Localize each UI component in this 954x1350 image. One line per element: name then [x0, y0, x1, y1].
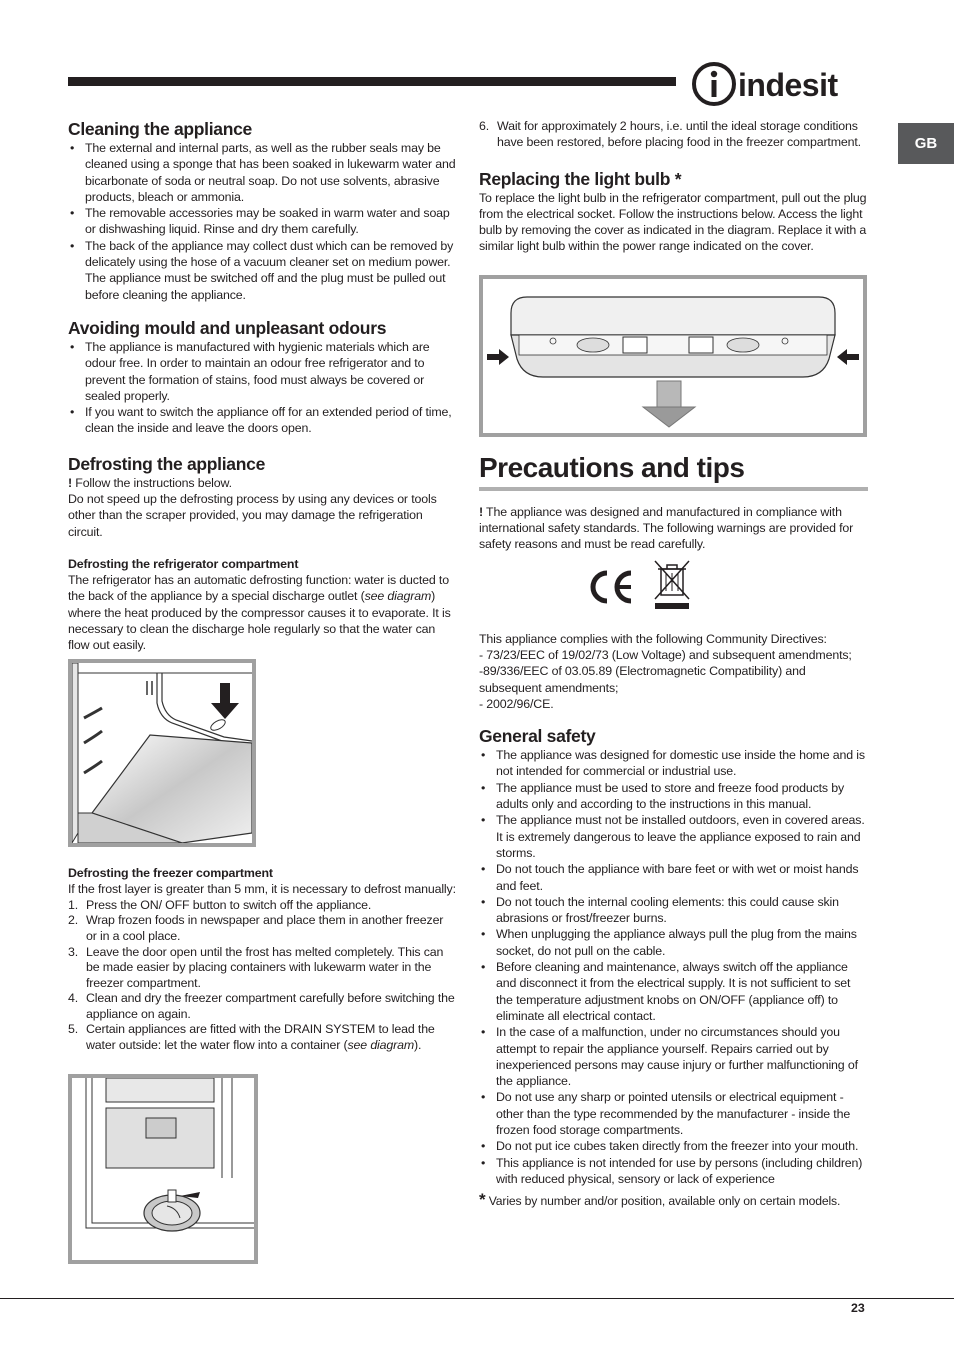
list-item: • If you want to switch the appliance off for an extended period of time, clean the inside and leave the doors open.	[68, 404, 456, 437]
freezer-defrost-steps	[68, 898, 456, 1054]
cleaning-heading: Cleaning the appliance	[68, 119, 252, 139]
general-safety-heading: General safety	[479, 726, 596, 747]
brand-wordmark: indesit	[738, 67, 838, 103]
list-item: 5. Certain appliances are fitted with the DRAIN SYSTEM to lead the water outside: let the water flow into a container (see diagram).	[68, 1022, 435, 1053]
indesit-logo	[692, 60, 867, 108]
list-item: • Do not use any sharp or pointed utensils or electrical equipment - other than the type recommended by the manufacturer - inside the frozen food storage compartments.	[479, 1089, 869, 1138]
list-item: • Before cleaning and maintenance, always switch off the appliance and disconnect it from the electrical supply. It is not sufficient to set the temperature adjustment knobs on ON/OFF (appliance off) to eliminate all electrical contact.	[479, 959, 869, 1024]
footnote: * Varies by number and/or position, available only on certain models.	[479, 1190, 841, 1210]
list-item: • The appliance must be used to store and freeze food products by adults only and according to the instructions in this manual.	[479, 780, 869, 813]
directive-line: - 2002/96/CE.	[479, 696, 554, 711]
list-item: • Do not put ice cubes taken directly from the freezer into your mouth.	[479, 1138, 869, 1154]
directive-line: This appliance complies with the following Community Directives:	[479, 631, 827, 646]
language-tab: GB	[898, 123, 954, 164]
list-item: • The appliance was designed for domestic use inside the home and is not intended for commercial or industrial use.	[479, 747, 869, 780]
mould-list	[68, 339, 456, 437]
fridge-defrost-heading: Defrosting the refrigerator compartment	[68, 556, 299, 571]
list-item: • When unplugging the appliance always pull the plug from the mains socket, do not pull on the cable.	[479, 926, 869, 959]
defrost-text: Do not speed up the defrosting process by using any devices or tools other than the scraper provided, you may damage the refrigeration circuit.	[68, 492, 437, 539]
light-bulb-diagram	[479, 275, 867, 437]
directive-line: - 73/23/EEC of 19/02/73 (Low Voltage) and subsequent amendments;	[479, 647, 852, 662]
list-item: • This appliance is not intended for use by persons (including children) with reduced physical, sensory or lack of experience	[479, 1155, 869, 1188]
list-item: • The external and internal parts, as well as the rubber seals may be cleaned using a sponge that has been soaked in lukewarm water and bicarbonate of soda or neutral soap. Do not use solvents, abrasive products, bleach or ammonia.	[68, 140, 456, 205]
list-item: • The removable accessories may be soaked in warm water and soap or dishwashing liquid. Rinse and dry them carefully.	[68, 205, 456, 238]
list-item: 1. Press the ON/ OFF button to switch off the appliance.	[68, 897, 372, 912]
fridge-interior-illustration	[72, 663, 252, 843]
header-rule	[68, 77, 676, 86]
precautions-title: Precautions and tips	[479, 451, 745, 483]
ce-mark-icon	[587, 567, 637, 607]
precautions-intro: ! The appliance was designed and manufactured in compliance with international safety standards. The following warnings are provided for safety reasons and must be read carefully.	[479, 504, 854, 552]
warning-mark: !	[479, 504, 483, 519]
left-column	[68, 118, 456, 1264]
mould-heading: Avoiding mould and unpleasant odours	[68, 317, 387, 338]
list-item: 6. Wait for approximately 2 hours, i.e. until the ideal storage conditions have been restored, before placing food in the freezer compartment.	[479, 119, 861, 150]
freezer-defrost-heading: Defrosting the freezer compartment	[68, 866, 273, 881]
fridge-drain-diagram	[68, 659, 256, 847]
right-column	[479, 118, 869, 1209]
list-item: 2. Wrap frozen foods in newspaper and place them in another freezer or in a cool place.	[68, 913, 444, 943]
list-item: • Do not touch the internal cooling elements: this could cause skin abrasions or frost/freezer burns.	[479, 894, 869, 927]
general-safety-list	[479, 747, 869, 1187]
title-underline	[479, 487, 868, 491]
warning-mark: !	[68, 475, 72, 490]
footnote-mark: *	[479, 1190, 486, 1210]
bulb-text: To replace the light bulb in the refrigerator compartment, pull out the plug from the electrical socket. Follow the instructions below. Access the light bulb by removing the cover as indicated in the diagram. Replace it with a similar light bulb within the power range indicated on the cover.	[479, 190, 867, 254]
freezer-drain-illustration	[72, 1078, 254, 1260]
list-item: • The back of the appliance may collect dust which can be removed by delicately using the hose of a vacuum cleaner set on medium power. The appliance must be switched off and the plug must be pulled out before cleaning the appliance.	[68, 238, 456, 303]
light-cover-illustration	[483, 279, 863, 433]
directive-line: -89/336/EEC of 03.05.89 (Electromagnetic Compatibility) and subsequent amendments;	[479, 664, 806, 695]
freezer-defrost-steps-continued	[479, 118, 869, 151]
fridge-defrost-text: The refrigerator has an automatic defrosting function: water is ducted to the back of the appliance by a special discharge outlet (see diagram) where the heat produced by the compressor causes it to evaporate. It is necessary to clean the discharge hole regularly so that the water can flow out easily.	[68, 572, 451, 653]
page-number: 23	[851, 1301, 865, 1315]
list-item: 3. Leave the door open until the frost has melted completely. This can be made easier by placing containers with lukewarm water in the freezer compartment.	[68, 944, 444, 990]
list-item: 4. Clean and dry the freezer compartment carefully before switching the appliance on again.	[68, 991, 455, 1021]
directives-block	[479, 631, 869, 712]
compliance-marks	[479, 553, 869, 631]
cleaning-list	[68, 140, 456, 303]
list-item: • Do not touch the appliance with bare feet or with wet or moist hands and feet.	[479, 861, 869, 894]
freezer-defrost-intro: If the frost layer is greater than 5 mm, it is necessary to defrost manually:	[68, 882, 456, 897]
defrost-note: ! Follow the instructions below.	[68, 475, 232, 490]
defrost-heading: Defrosting the appliance	[68, 453, 265, 474]
list-item: • In the case of a malfunction, under no circumstances should you attempt to repair the appliance yourself. Repairs carried out by inexperienced persons may cause injury or further malfunctioning of the appliance.	[479, 1024, 869, 1089]
freezer-drain-diagram	[68, 1074, 258, 1264]
weee-bin-icon	[653, 559, 691, 611]
list-item: • The appliance must not be installed outdoors, even in covered areas. It is extremely dangerous to leave the appliance exposed to rain and storms.	[479, 812, 869, 861]
footer-rule	[0, 1298, 954, 1299]
list-item: • The appliance is manufactured with hygienic materials which are odour free. In order to maintain an odour free refrigerator and to prevent the formation of stains, food must always be covered or sealed properly.	[68, 339, 456, 404]
bulb-heading: Replacing the light bulb *	[479, 168, 682, 189]
